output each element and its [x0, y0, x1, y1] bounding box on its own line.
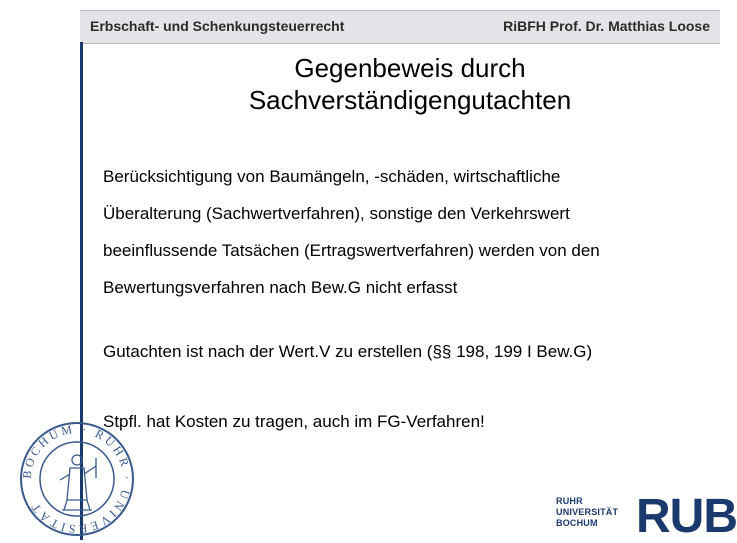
- paragraph-1: [103, 158, 703, 306]
- slide-header: [80, 10, 720, 44]
- paragraph-1-line: Berücksichtigung von Baumängeln, -schäden, wirtschaftliche: [103, 167, 561, 186]
- course-title: Erbschaft- und Schenkungsteuerrecht: [90, 18, 345, 34]
- paragraph-1-line: Bewertungsverfahren nach Bew.G nicht erfasst: [103, 278, 458, 297]
- rub-logo-text: [556, 496, 618, 529]
- logo-line-1: RUHR: [556, 496, 583, 506]
- rub-logo-icon: RUB: [636, 490, 737, 543]
- paragraph-1-line: Überalterung (Sachwertverfahren), sonstige den Verkehrswert: [103, 204, 570, 223]
- title-line-2: Sachverständigengutachten: [248, 85, 572, 115]
- university-seal-icon: [18, 420, 136, 543]
- logo-line-3: BOCHUM: [556, 518, 598, 528]
- paragraph-2: Gutachten ist nach der Wert.V zu erstellen (§§ 198, 199 I Bew.G): [103, 342, 593, 361]
- title-line-1: Gegenbeweis durch: [294, 53, 526, 83]
- paragraph-1-line: beeinflussende Tatsächen (Ertragswertverfahren) werden von den: [103, 241, 600, 260]
- svg-text:BOCHUM · RUHR · UNIVERSITÄT: BOCHUM · RUHR · UNIVERSITÄT: [19, 421, 135, 537]
- paragraph-3: Stpfl. hat Kosten zu tragen, auch im FG-Verfahren!: [103, 412, 485, 431]
- logo-line-2: UNIVERSITÄT: [556, 507, 619, 517]
- slide-title: [100, 52, 720, 116]
- presenter-name: RiBFH Prof. Dr. Matthias Loose: [503, 18, 710, 34]
